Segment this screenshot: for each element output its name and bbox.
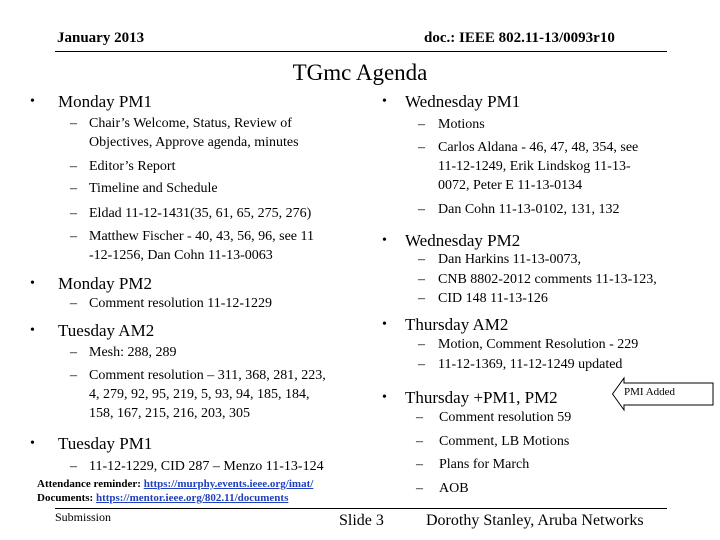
callout-label: PMI Added <box>624 386 676 398</box>
list-item: Matthew Fischer - 40, 43, 56, 96, see 11 <box>89 229 314 244</box>
list-item-continued: 4, 279, 92, 95, 219, 5, 93, 94, 185, 184, <box>89 387 310 402</box>
bullet: • <box>382 94 387 109</box>
list-item: 11-12-1229, CID 287 – Menzo 11-13-124 <box>89 459 324 474</box>
bullet: • <box>30 94 35 109</box>
footer-author: Dorothy Stanley, Aruba Networks <box>426 512 644 529</box>
list-item-continued: 11-12-1249, Erik Lindskog 11-13- <box>438 159 631 174</box>
dash: – <box>418 252 425 267</box>
dash: – <box>416 434 423 449</box>
header-rule <box>55 51 667 52</box>
bullet: • <box>30 436 35 451</box>
list-item: Eldad 11-12-1431(35, 61, 65, 275, 276) <box>89 206 312 221</box>
documents-label: Documents: <box>37 492 96 504</box>
documents-link[interactable]: https://mentor.ieee.org/802.11/documents <box>95 492 289 504</box>
header-doc-id: doc.: IEEE 802.11-13/0093r10 <box>424 30 615 46</box>
list-item: Comment resolution – 311, 368, 281, 223, <box>89 368 326 383</box>
attendance-reminder <box>37 478 313 490</box>
dash: – <box>418 357 425 372</box>
dash: – <box>418 291 425 306</box>
list-item: Comment resolution 59 <box>439 410 572 425</box>
list-item: Chair’s Welcome, Status, Review of <box>89 116 292 131</box>
list-item: CID 148 11-13-126 <box>438 291 548 306</box>
section-heading-thursday-am2: Thursday AM2 <box>405 315 509 334</box>
list-item: Comment, LB Motions <box>439 434 570 449</box>
section-heading-monday-pm2: Monday PM2 <box>58 274 152 293</box>
list-item-continued: 0072, Peter E 11-13-0134 <box>438 178 583 193</box>
dash: – <box>70 116 77 131</box>
attendance-link[interactable]: https://murphy.events.ieee.org/imat/ <box>143 478 314 490</box>
list-item: Plans for March <box>439 457 530 472</box>
bullet: • <box>382 317 387 332</box>
list-item-continued: 158, 167, 215, 216, 203, 305 <box>89 406 250 421</box>
dash: – <box>70 159 77 174</box>
list-item: Dan Harkins 11-13-0073, <box>438 252 581 267</box>
dash: – <box>418 337 425 352</box>
list-item: AOB <box>439 481 469 496</box>
bullet: • <box>30 323 35 338</box>
list-item: CNB 8802-2012 comments 11-13-123, <box>438 272 657 287</box>
dash: – <box>416 481 423 496</box>
section-heading-tuesday-pm1: Tuesday PM1 <box>58 434 153 453</box>
dash: – <box>70 206 77 221</box>
list-item: Motions <box>438 117 485 132</box>
list-item: 11-12-1369, 11-12-1249 updated <box>438 357 623 372</box>
dash: – <box>418 117 425 132</box>
list-item: Carlos Aldana - 46, 47, 48, 354, see <box>438 140 639 155</box>
footer-submission: Submission <box>55 510 112 524</box>
footer-rule <box>55 508 667 509</box>
bullet: • <box>382 390 387 405</box>
list-item: Dan Cohn 11-13-0102, 131, 132 <box>438 202 620 217</box>
section-heading-monday-pm1: Monday PM1 <box>58 92 152 111</box>
slide-title: TGmc Agenda <box>292 60 428 85</box>
documents-reminder <box>37 492 288 504</box>
footer-slide-number: Slide 3 <box>339 512 384 529</box>
dash: – <box>416 410 423 425</box>
dash: – <box>70 345 77 360</box>
list-item: Editor’s Report <box>89 159 176 174</box>
list-item-continued: -12-1256, Dan Cohn 11-13-0063 <box>89 248 273 263</box>
list-item: Timeline and Schedule <box>89 181 218 196</box>
dash: – <box>70 459 77 474</box>
list-item: Motion, Comment Resolution - 229 <box>438 337 639 352</box>
section-heading-thursday-pm1-pm2: Thursday +PM1, PM2 <box>405 388 558 407</box>
list-item: Comment resolution 11-12-1229 <box>89 296 273 311</box>
dash: – <box>418 202 425 217</box>
list-item: Mesh: 288, 289 <box>89 345 177 360</box>
attendance-label: Attendance reminder: <box>37 478 144 490</box>
dash: – <box>70 229 77 244</box>
dash: – <box>70 181 77 196</box>
bullet: • <box>382 233 387 248</box>
list-item-continued: Objectives, Approve agenda, minutes <box>89 135 299 150</box>
section-heading-wednesday-pm1: Wednesday PM1 <box>405 92 521 111</box>
dash: – <box>70 368 77 383</box>
header-date: January 2013 <box>57 30 145 46</box>
dash: – <box>416 457 423 472</box>
dash: – <box>418 272 425 287</box>
dash: – <box>70 296 77 311</box>
dash: – <box>418 140 425 155</box>
section-heading-wednesday-pm2: Wednesday PM2 <box>405 231 521 250</box>
section-heading-tuesday-am2: Tuesday AM2 <box>58 321 155 340</box>
bullet: • <box>30 276 35 291</box>
